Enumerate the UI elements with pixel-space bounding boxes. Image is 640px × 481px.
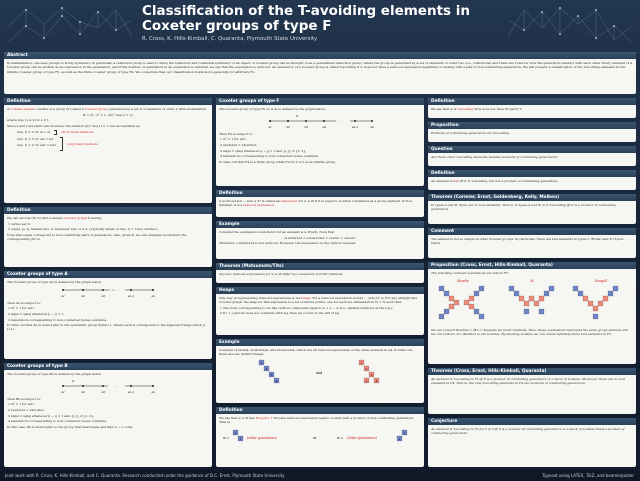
definition-heading: Definition [4,98,212,105]
type-b-intro: The Coxeter group of type Bn is defined by the graph below. [7,372,102,376]
type-f-finiteness: It turns out that F4 is a finite group while Fn for n ≥ 5 is an infinite group. [219,160,337,165]
conjecture-text: An element is T-avoiding in Fn for n ≥ 5 iff it is a product of commuting generators or a stack of bowties times a product of commuting generators. [431,427,625,436]
type-f-coxeter-graph [260,113,380,131]
type-f-subject: Then Fn is subject to: [219,131,254,136]
heap-and: and [316,370,322,375]
svg-text:3: 3 [270,372,273,377]
svg-text:t: t [239,436,242,441]
matsumoto-text: Any two reduced expressions for w ∈ W differ by a sequence of braid relations. [219,272,344,276]
type-a-label-3: s3 [101,293,105,298]
bad-definition [428,170,636,190]
svg-text:1: 1 [260,360,263,365]
type-a-intro: The Coxeter group of type An is defined by the graph below. [7,280,102,284]
type-b-edge-label: 4 [72,378,74,383]
heap-diagram-1 [259,360,279,383]
heap-example-box [216,339,424,403]
type-f-item-2: 2 s2s3s2s3 = s3s2s3s2, [220,143,257,148]
matsumoto-theorem [216,263,424,283]
svg-text:4: 4 [275,378,278,383]
conjecture-box [428,418,636,467]
type-f-heading: Coxeter groups of type F [216,98,424,105]
type-b-label-5: sn [151,389,155,394]
graph-item-2: 2 edges {s, t} labeled m(s, t) whenever m(s, t) ≥ 3. (Typically labels of m(s, t) = 3 are omitted.) [8,227,158,232]
bad-elements-heaps [431,277,633,327]
svg-text:2: 2 [265,366,268,371]
property-t-text: We say that w ∈ W has Property T iff some reduced expression begins or ends with a product of non-commuting generators. That is, [219,416,415,425]
svg-text:s: s [234,430,237,435]
type-f-intro: The Coxeter group of type Fn (n ≥ 4) is defined by the graph below. [219,107,326,111]
heaps-heading: Heaps [216,287,424,294]
t-avoiding-text: We say that w is T-avoiding iff w does not have Property T. [431,107,523,111]
type-a-label-1: s1 [61,293,65,298]
property-t-definition [216,407,424,467]
heap-example-diagram [219,358,419,392]
svg-text:s: s [398,436,401,441]
abstract-heading: Abstract [4,52,636,59]
cormier-theorem [428,194,636,224]
type-a-heading: Coxeter groups of type A [4,271,212,278]
bad-text: An element is bad iff it is T-avoiding, but not a product of commuting generators. [431,179,559,183]
heaps-intro: One way of representing reduced expressions is via heaps. Fix a reduced expression sx1sx2 ··· sxm for w. For any straight line Coxeter graph, the heap for this expression is a set of lattice points, one for each sxi, embedded in ℕ × ℕ such that: [219,296,418,305]
seagull-label: Seagull [594,278,608,283]
type-b-box [4,363,212,467]
type-f-item-4: 4 Generators corresponding to non-connected nodes commute. [220,154,320,159]
graph-item-1: 1 vertex set S; [8,221,31,226]
bad-elements-heading: Proposition (Cross, Ernst, Hills-Kimball, Quaranta) [428,262,636,269]
classification-theorem [428,368,636,414]
long-braid-note: long braid relations [66,141,98,146]
graph-note: Note that edges correspond to non-commuting pairs of generators. Also, given X, we can uniquely reconstruct the corresponding (W, S). [7,233,187,242]
comment-text: The answer is not so simple in other Coxeter groups. In particular, there are bad elements in types C (Ernst) and D (Tyson Gern). [431,237,624,246]
svg-text:···: ··· [115,383,118,388]
heaps-box [216,287,424,335]
type-a-label-4: sn-1 [128,293,135,298]
conjecture-heading: Conjecture [428,418,636,425]
type-b-isomorphism: In this case, Bn is isomorphic to the group that rearranges and flips n − 1 coins. [7,425,134,430]
other-generators-1: (other generators) [247,435,277,440]
bowtie-heap [439,286,484,319]
type-a-isomorphism: It turns out that An is isomorphic to the symmetric group Symn+1, where each si corresponds to the adjacent transposition (i i+1). [7,323,205,332]
type-b-label-2: s2 [81,389,85,394]
type-a-item-3: 3 Generators corresponding to non-connected nodes commute. [8,317,108,322]
m-heap [509,286,554,314]
w-equals-2: w = [337,435,344,440]
type-a-label-5: sn [151,293,155,298]
proposition-heading: Proposition [428,122,636,129]
question-heading: Question [428,146,636,153]
poster-header [0,0,640,48]
type-f-label-1: s1 [268,124,272,129]
type-f-item-3: 3 sisjsi = sjsisj whenever |i − j| = 1 and {i, j} ≠ {2, 3}, [220,148,307,153]
svg-text:2: 2 [365,378,368,383]
type-b-item-4: 4 Generators corresponding to non-connected nodes commute. [8,419,108,424]
example-conclusion: Therefore, s1s2s3s1s3 is not reduced. However, the expression on the right is reduced. [219,241,357,246]
property-t-diagram [219,426,419,448]
heap-example-text: Consider s1s2s3s4, s1s2s3s2s4, and s3s2s1s2s4, which are all reduced expressions of the same element in A4. It turns out, there are two distinct heaps: [219,348,413,357]
type-f-box [216,98,424,186]
example-formula: s1s2s3s1s3 = s1s2s1s3s3 = s1s2s1 = s2s1s2. [284,235,356,240]
svg-text:3: 3 [370,372,373,377]
matsumoto-heading: Theorem (Matsumoto/Tits) [216,263,424,270]
type-f-label-2: s2 [286,124,290,129]
type-f-label-6: sn [370,124,374,129]
proposition-box [428,122,636,142]
question-box [428,146,636,166]
type-b-subject: Then Bn is subject to: [7,396,42,401]
type-f-item-1: 1 si² = 1 for all i, [220,137,247,142]
bad-elements-explanation: We can convert Bowties ↦ M's ↦ Seagulls via braid relations. Thus, these expressions represent the same group element and we can restrict our attention to the bowties. By stacking bowties we can create infinitely many bad elements in F5. [431,327,628,336]
ornament-right-icon [506,6,634,44]
type-a-item-1: 1 si² = 1 for all i, [8,306,35,311]
expression-definition [216,190,424,217]
definition6-heading: Definition [428,170,636,177]
heaps-item-2: 2 If i < j and sxi does not commute with sxj, then sxi occurs to the left of sxj. [220,311,341,316]
w-equals-1: w = [223,435,230,440]
long-braid-relations: m(s, t) = 3 ⟹ sts = tst m(s, t) = 4 ⟹ stst = tsts ⋮ long braid relations [17,136,98,151]
poster-footer [0,470,640,481]
footer-credits: Joint work with R. Cross, K. Hills-Kimball, and C. Quaranta. Research conducted under the guidance of D.C. Ernst, Plymouth State University [5,473,285,478]
svg-text:4: 4 [375,378,378,383]
type-b-item-2: 2 s1s2s1s2 = s2s1s2s1, [8,408,45,413]
other-generators-2: (other generators) [347,435,377,440]
type-b-label-3: s3 [101,389,105,394]
type-b-item-3: 3 sisjsi = sjsisj whenever |i − j| = 1 and {i, j} ≠ {1, 2}, [8,413,95,418]
short-braid-relation: m(s, t) = 2 ⟹ st = ts short braid relations [17,130,94,135]
definition2-heading: Definition [4,207,212,214]
coxeter-graph-definition [4,207,212,267]
rewrite-text: Since s and t are their own inverses, the relation (st)^m(s,t) = 1 can be rewritten as [7,124,140,129]
m-condition: where m(s, t) ≥ 2 for s ≠ t. [7,118,50,123]
svg-text:2: 2 [365,366,368,371]
heaps-item-1: 1 The node corresponding to sxi has vertical component equal to n + 1 − xi (i.e., smaller numbers at the top); [220,305,393,310]
coxeter-graph-text: We can encode (W, S) with a unique Coxeter graph X having: [7,216,103,220]
seagull-heap [573,286,618,319]
cormier-text: In types A and B, there are no bad elements. That is, in types A and B, w is T-avoiding iff w is a product of commuting generators. [431,203,616,212]
short-braid-note: short braid relations [61,130,94,135]
type-a-box [4,271,212,359]
type-b-heading: Coxeter groups of type B [4,363,212,370]
classification-text: An element is T-avoiding in F5 iff it is a product of commuting generators or a stack of bowties. Moreover, there are no bad elements in F4. That is, the only T-avoiding elements in F4 are products of commuting generators. [431,377,625,386]
bad-elements-intro: The following reduced expressions are bad in F5: [431,271,509,275]
footer-typeset: Typeset using LATEX, TikZ, and beamerposter [542,473,634,478]
comment-heading: Comment [428,228,636,235]
example-heading: Example [216,221,424,228]
type-b-coxeter-graph [53,378,163,396]
type-b-label-4: sn-1 [128,389,135,394]
abstract-box [4,52,636,94]
svg-text:1: 1 [360,360,363,365]
or-text: or [313,435,317,440]
presentation-formula: W = ⟨S : s² = 1, (st)^m(s,t) = 1⟩, [82,112,134,117]
proposition-text: Products of commuting generators are T-avoiding. [431,131,510,135]
comment-box [428,228,636,258]
type-f-label-3: s3 [304,124,308,129]
example-intro: Consider the expression s1s2s3s1s3 for an element w ∈ W(A3). Note that [219,230,335,234]
heap-example-heading: Example [216,339,424,346]
abstract-text: In mathematics, one uses groups to study symmetry. In particular, a reflection group is used to study the reflection and rotational symmetry of an object. A Coxeter group can be thought of as a generalized reflection group, where the group is generated by a set of elements of order two (i.e., reflections) and there are rules for how the generators interact with each other. Every element of a Coxeter group can be written as an expression in the generators, and if the number of generators in an expression is minimal, we say that the expression is reduced. An element w of a Coxeter group is called T-avoiding if w does not have a reduced expression beginning or ending with a pair of non-commuting generators. We will present a classification of the T-avoiding elements in the infinite Coxeter group of type F5, as well as the finite Coxeter group of type F4. We conjecture that our classification holds more generally for arbitrary Fn. [7,61,632,74]
poster-authors: R. Cross, K. Hills-Kimball, C. Quaranta, Plymouth State University [142,36,318,42]
poster-title: Classification of the T-avoiding elements in Coxeter groups of type F [142,3,471,34]
svg-text:···: ··· [340,118,343,123]
bowtie-label: Bowtie [457,278,469,283]
svg-text:···: ··· [117,287,120,292]
cormier-heading: Theorem (Cormier, Ernst, Goldenberg, Kelly, Malbon) [428,194,636,201]
classification-heading: Theorem (Cross, Ernst, Hills-Kimball, Quaranta) [428,368,636,375]
heap-diagram-2 [359,360,379,383]
type-f-edge-label: 4 [296,113,298,118]
svg-text:t: t [403,430,406,435]
m-label: M [530,278,534,283]
type-a-coxeter-graph [53,286,163,300]
expression-text: A word sx1sx2 ··· sxm ∈ S* is called an expression for w ∈ W if it is equal to w when considered as a group element. If m is minimal, it is a reduced expression. [219,199,412,208]
definition5-heading: Definition [428,98,636,105]
type-f-label-4: s4 [322,124,326,129]
type-a-label-2: s2 [81,293,85,298]
definition3-heading: Definition [216,190,424,197]
type-a-subject: Then An is subject to: [7,300,42,305]
type-a-item-2: 2 sisjsi = sjsisj whenever |i − j| = 1, [8,312,65,317]
t-avoiding-definition [428,98,636,118]
type-b-item-1: 1 si² = 1 for all i, [8,402,35,407]
coxeter-system-definition [4,98,212,203]
ornament-left-icon [6,6,134,44]
definition4-heading: Definition [216,407,424,414]
example-box [216,221,424,259]
coxeter-system-text: A Coxeter system consists of a group W (called a Coxeter group) generated by a set S of elements of order 2 with presentation [7,107,207,111]
bad-elements-proposition [428,262,636,364]
question-text: Are there other T-avoiding elements besides products of commuting generators? [431,155,558,159]
type-f-label-5: sn-1 [352,124,359,129]
type-b-label-1: s1 [61,389,65,394]
